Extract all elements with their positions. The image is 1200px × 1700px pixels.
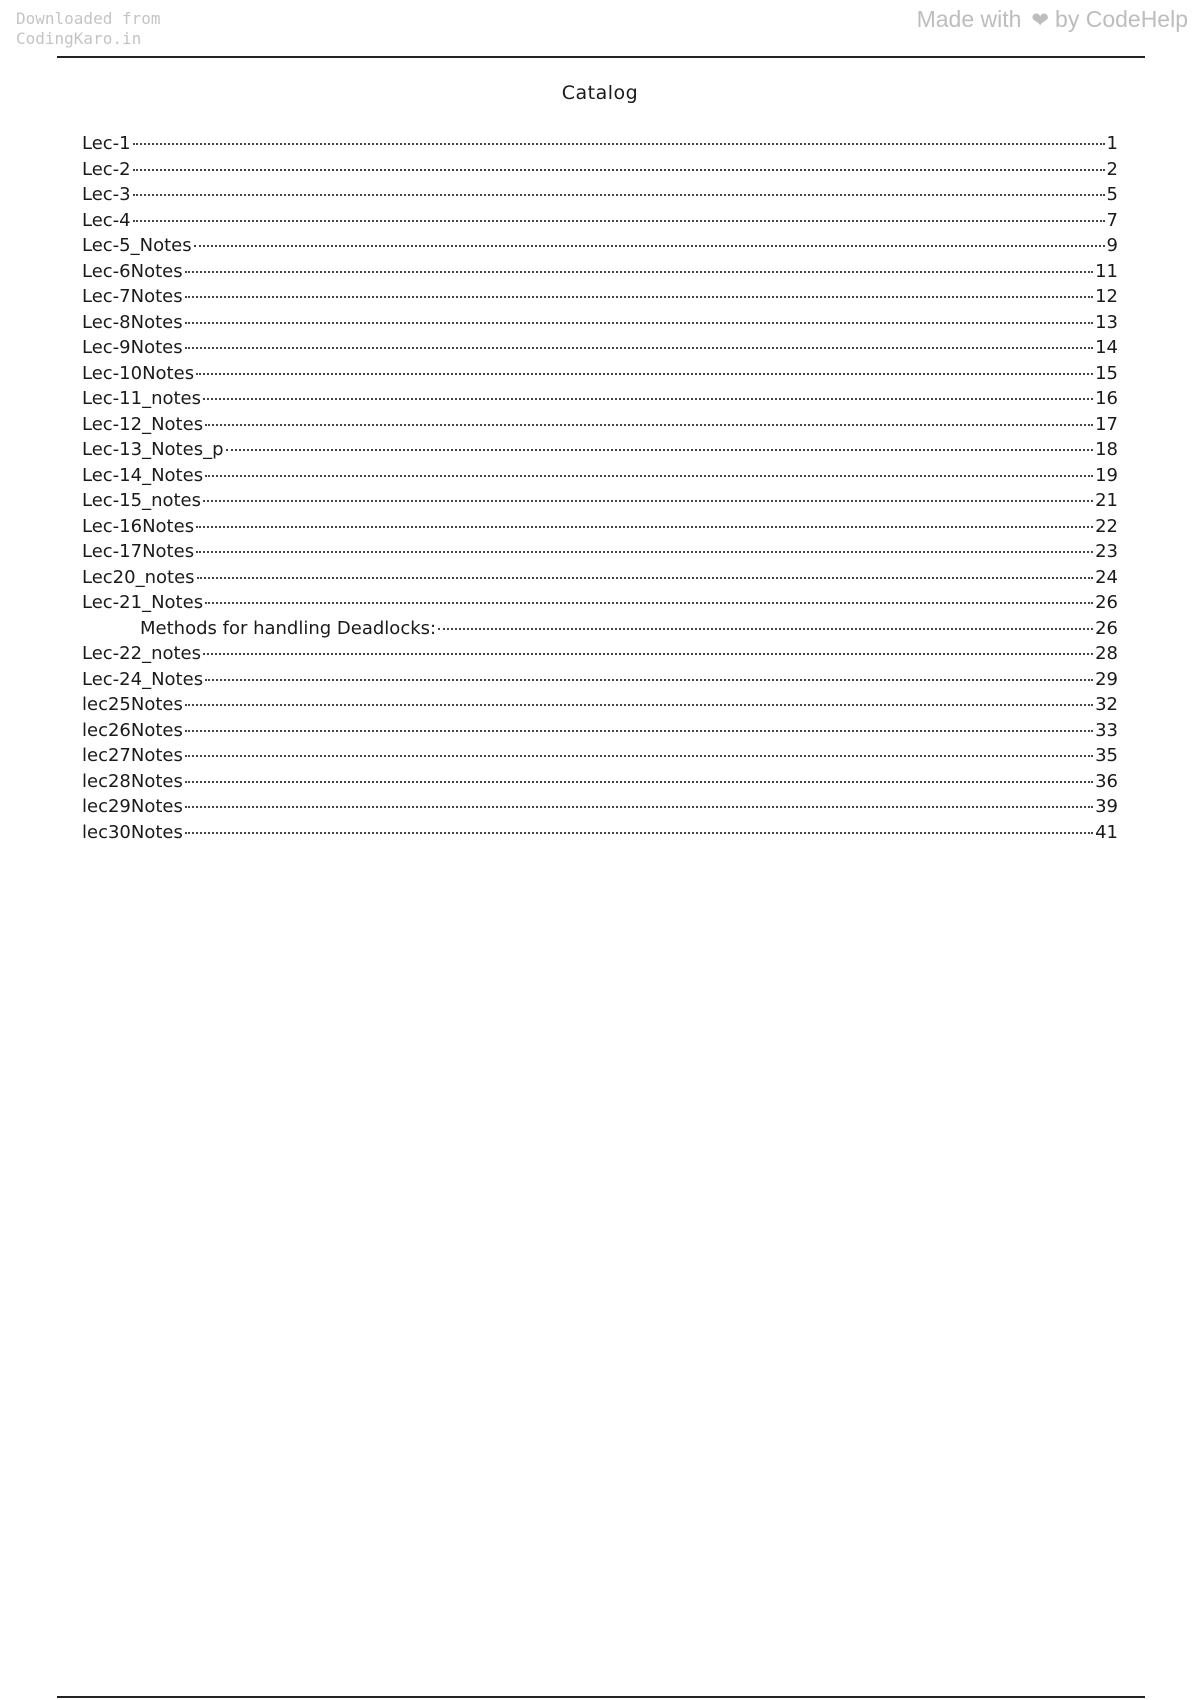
toc-entry-label: Lec-16Notes: [82, 515, 195, 537]
toc-entry-label: lec30Notes: [82, 821, 183, 843]
toc-entry-label: Lec-11_notes: [82, 388, 202, 409]
toc-entry[interactable]: [82, 514, 1118, 540]
toc-entry[interactable]: [82, 820, 1118, 846]
toc-entry-label: Lec-15_notes: [82, 490, 202, 511]
toc-dot-leader: [438, 628, 1093, 630]
toc-entry[interactable]: [82, 182, 1118, 208]
toc-dot-leader: [185, 322, 1093, 324]
toc-dot-leader: [185, 755, 1093, 757]
toc-dot-leader: [203, 653, 1093, 655]
toc-entry[interactable]: [82, 361, 1118, 387]
toc-entry[interactable]: [82, 208, 1118, 234]
toc-dot-leader: [196, 551, 1093, 553]
toc-page-number: 26: [1095, 617, 1118, 639]
heart-icon: ❤: [1031, 9, 1050, 32]
toc-page-number: 18: [1095, 439, 1118, 460]
toc-entry-label: Lec-24_Notes: [82, 668, 204, 690]
toc-entry[interactable]: [82, 488, 1118, 514]
toc-page-number: 9: [1106, 235, 1118, 256]
toc-entry-label: Lec-1: [82, 133, 131, 154]
toc-entry-label: Lec-3: [82, 184, 131, 205]
toc-page-number: 33: [1095, 719, 1118, 741]
toc-dot-leader: [133, 220, 1105, 222]
toc-dot-leader: [197, 577, 1094, 579]
toc-dot-leader: [194, 245, 1105, 247]
toc-entry-label: lec29Notes: [82, 796, 183, 817]
toc-entry[interactable]: [82, 590, 1118, 616]
toc-dot-leader: [205, 424, 1093, 426]
toc-page-number: 19: [1095, 464, 1118, 486]
toc-entry-label: Lec-14_Notes: [82, 464, 204, 486]
toc-page-number: 14: [1095, 337, 1118, 358]
toc-entry-label: Lec20_notes: [82, 566, 195, 588]
toc-dot-leader: [185, 347, 1093, 349]
toc-entry-label: Lec-4: [82, 209, 131, 231]
toc-dot-leader: [185, 781, 1093, 783]
watermark-made-with: [917, 6, 1188, 33]
toc-dot-leader: [185, 704, 1093, 706]
toc-entry[interactable]: [82, 412, 1118, 438]
toc-dot-leader: [205, 475, 1093, 477]
toc-entry[interactable]: [82, 131, 1118, 157]
toc-page-number: 16: [1095, 388, 1118, 409]
toc-entry[interactable]: [82, 692, 1118, 718]
toc-entry[interactable]: [82, 718, 1118, 744]
toc-page-number: 12: [1095, 286, 1118, 307]
toc-entry[interactable]: [82, 565, 1118, 591]
toc-subentry[interactable]: [82, 616, 1118, 642]
toc-entry-label: Methods for handling Deadlocks:: [140, 617, 437, 639]
toc-dot-leader: [203, 398, 1093, 400]
toc-dot-leader: [205, 679, 1093, 681]
toc-entry[interactable]: [82, 794, 1118, 820]
toc-entry[interactable]: [82, 641, 1118, 667]
toc-entry-label: Lec-7Notes: [82, 286, 183, 307]
toc-dot-leader: [133, 169, 1105, 171]
toc-entry-label: Lec-21_Notes: [82, 592, 204, 613]
toc-page-number: 39: [1095, 796, 1118, 817]
toc-entry[interactable]: [82, 335, 1118, 361]
toc-entry[interactable]: [82, 463, 1118, 489]
toc-entry-label: Lec-9Notes: [82, 337, 183, 358]
toc-entry[interactable]: [82, 157, 1118, 183]
toc-dot-leader: [133, 143, 1105, 145]
toc-page-number: 24: [1095, 566, 1118, 588]
toc-page-number: 2: [1106, 158, 1118, 180]
toc-entry-label: lec25Notes: [82, 694, 183, 715]
toc-dot-leader: [205, 602, 1093, 604]
toc-dot-leader: [196, 373, 1093, 375]
toc-dot-leader: [185, 806, 1093, 808]
toc-page-number: 26: [1095, 592, 1118, 613]
watermark-source-line2: CodingKaro.in: [16, 29, 142, 48]
toc-entry-label: Lec-10Notes: [82, 362, 195, 384]
toc-page-number: 21: [1095, 490, 1118, 511]
toc-page-number: 35: [1095, 745, 1118, 766]
toc-entry-label: Lec-5_Notes: [82, 235, 192, 256]
toc-dot-leader: [185, 296, 1093, 298]
toc-entry-label: Lec-2: [82, 158, 131, 180]
toc-dot-leader: [133, 194, 1105, 196]
toc-entry[interactable]: [82, 667, 1118, 693]
toc-entry[interactable]: [82, 539, 1118, 565]
toc-entry-label: lec27Notes: [82, 745, 183, 766]
toc-entry-label: lec26Notes: [82, 719, 183, 741]
watermark-source-line1: Downloaded from: [16, 9, 161, 28]
page-title: Catalog: [561, 82, 639, 104]
toc-entry[interactable]: [82, 259, 1118, 285]
toc-page-number: 41: [1095, 821, 1118, 843]
footer-rule: [57, 1696, 1145, 1698]
toc-dot-leader: [185, 271, 1093, 273]
toc-dot-leader: [226, 449, 1094, 451]
toc-page-number: 7: [1106, 209, 1118, 231]
toc-page-number: 32: [1095, 694, 1118, 715]
toc-entry[interactable]: [82, 743, 1118, 769]
toc-page-number: 23: [1095, 541, 1118, 562]
toc-dot-leader: [185, 730, 1093, 732]
toc-page-number: 11: [1095, 260, 1118, 282]
toc-entry-label: Lec-6Notes: [82, 260, 183, 282]
toc-entry-label: Lec-22_notes: [82, 643, 202, 664]
toc-entry-label: Lec-13_Notes_p: [82, 439, 224, 460]
toc-entry-label: Lec-17Notes: [82, 541, 195, 562]
toc-dot-leader: [203, 500, 1093, 502]
watermark-source: [16, 9, 161, 49]
toc-entry-label: Lec-8Notes: [82, 311, 183, 333]
toc-dot-leader: [185, 832, 1093, 834]
toc-page-number: 29: [1095, 668, 1118, 690]
toc-entry[interactable]: [82, 310, 1118, 336]
toc-entry[interactable]: [82, 386, 1118, 412]
toc-dot-leader: [196, 526, 1093, 528]
toc-page-number: 13: [1095, 311, 1118, 333]
watermark-by-text: by CodeHelp: [1055, 6, 1188, 32]
toc-page-number: 36: [1095, 770, 1118, 792]
watermark-made-text: Made with: [916, 6, 1022, 32]
header-rule: [57, 56, 1145, 58]
table-of-contents: [82, 131, 1118, 845]
toc-entry[interactable]: [82, 769, 1118, 795]
toc-entry[interactable]: [82, 437, 1118, 463]
toc-page-number: 5: [1106, 184, 1118, 205]
toc-page-number: 15: [1095, 362, 1118, 384]
toc-page-number: 28: [1095, 643, 1118, 664]
toc-page-number: 1: [1106, 133, 1118, 154]
toc-entry[interactable]: [82, 284, 1118, 310]
toc-entry-label: lec28Notes: [82, 770, 183, 792]
toc-entry-label: Lec-12_Notes: [82, 413, 204, 435]
toc-page-number: 17: [1095, 413, 1118, 435]
toc-page-number: 22: [1095, 515, 1118, 537]
toc-entry[interactable]: [82, 233, 1118, 259]
